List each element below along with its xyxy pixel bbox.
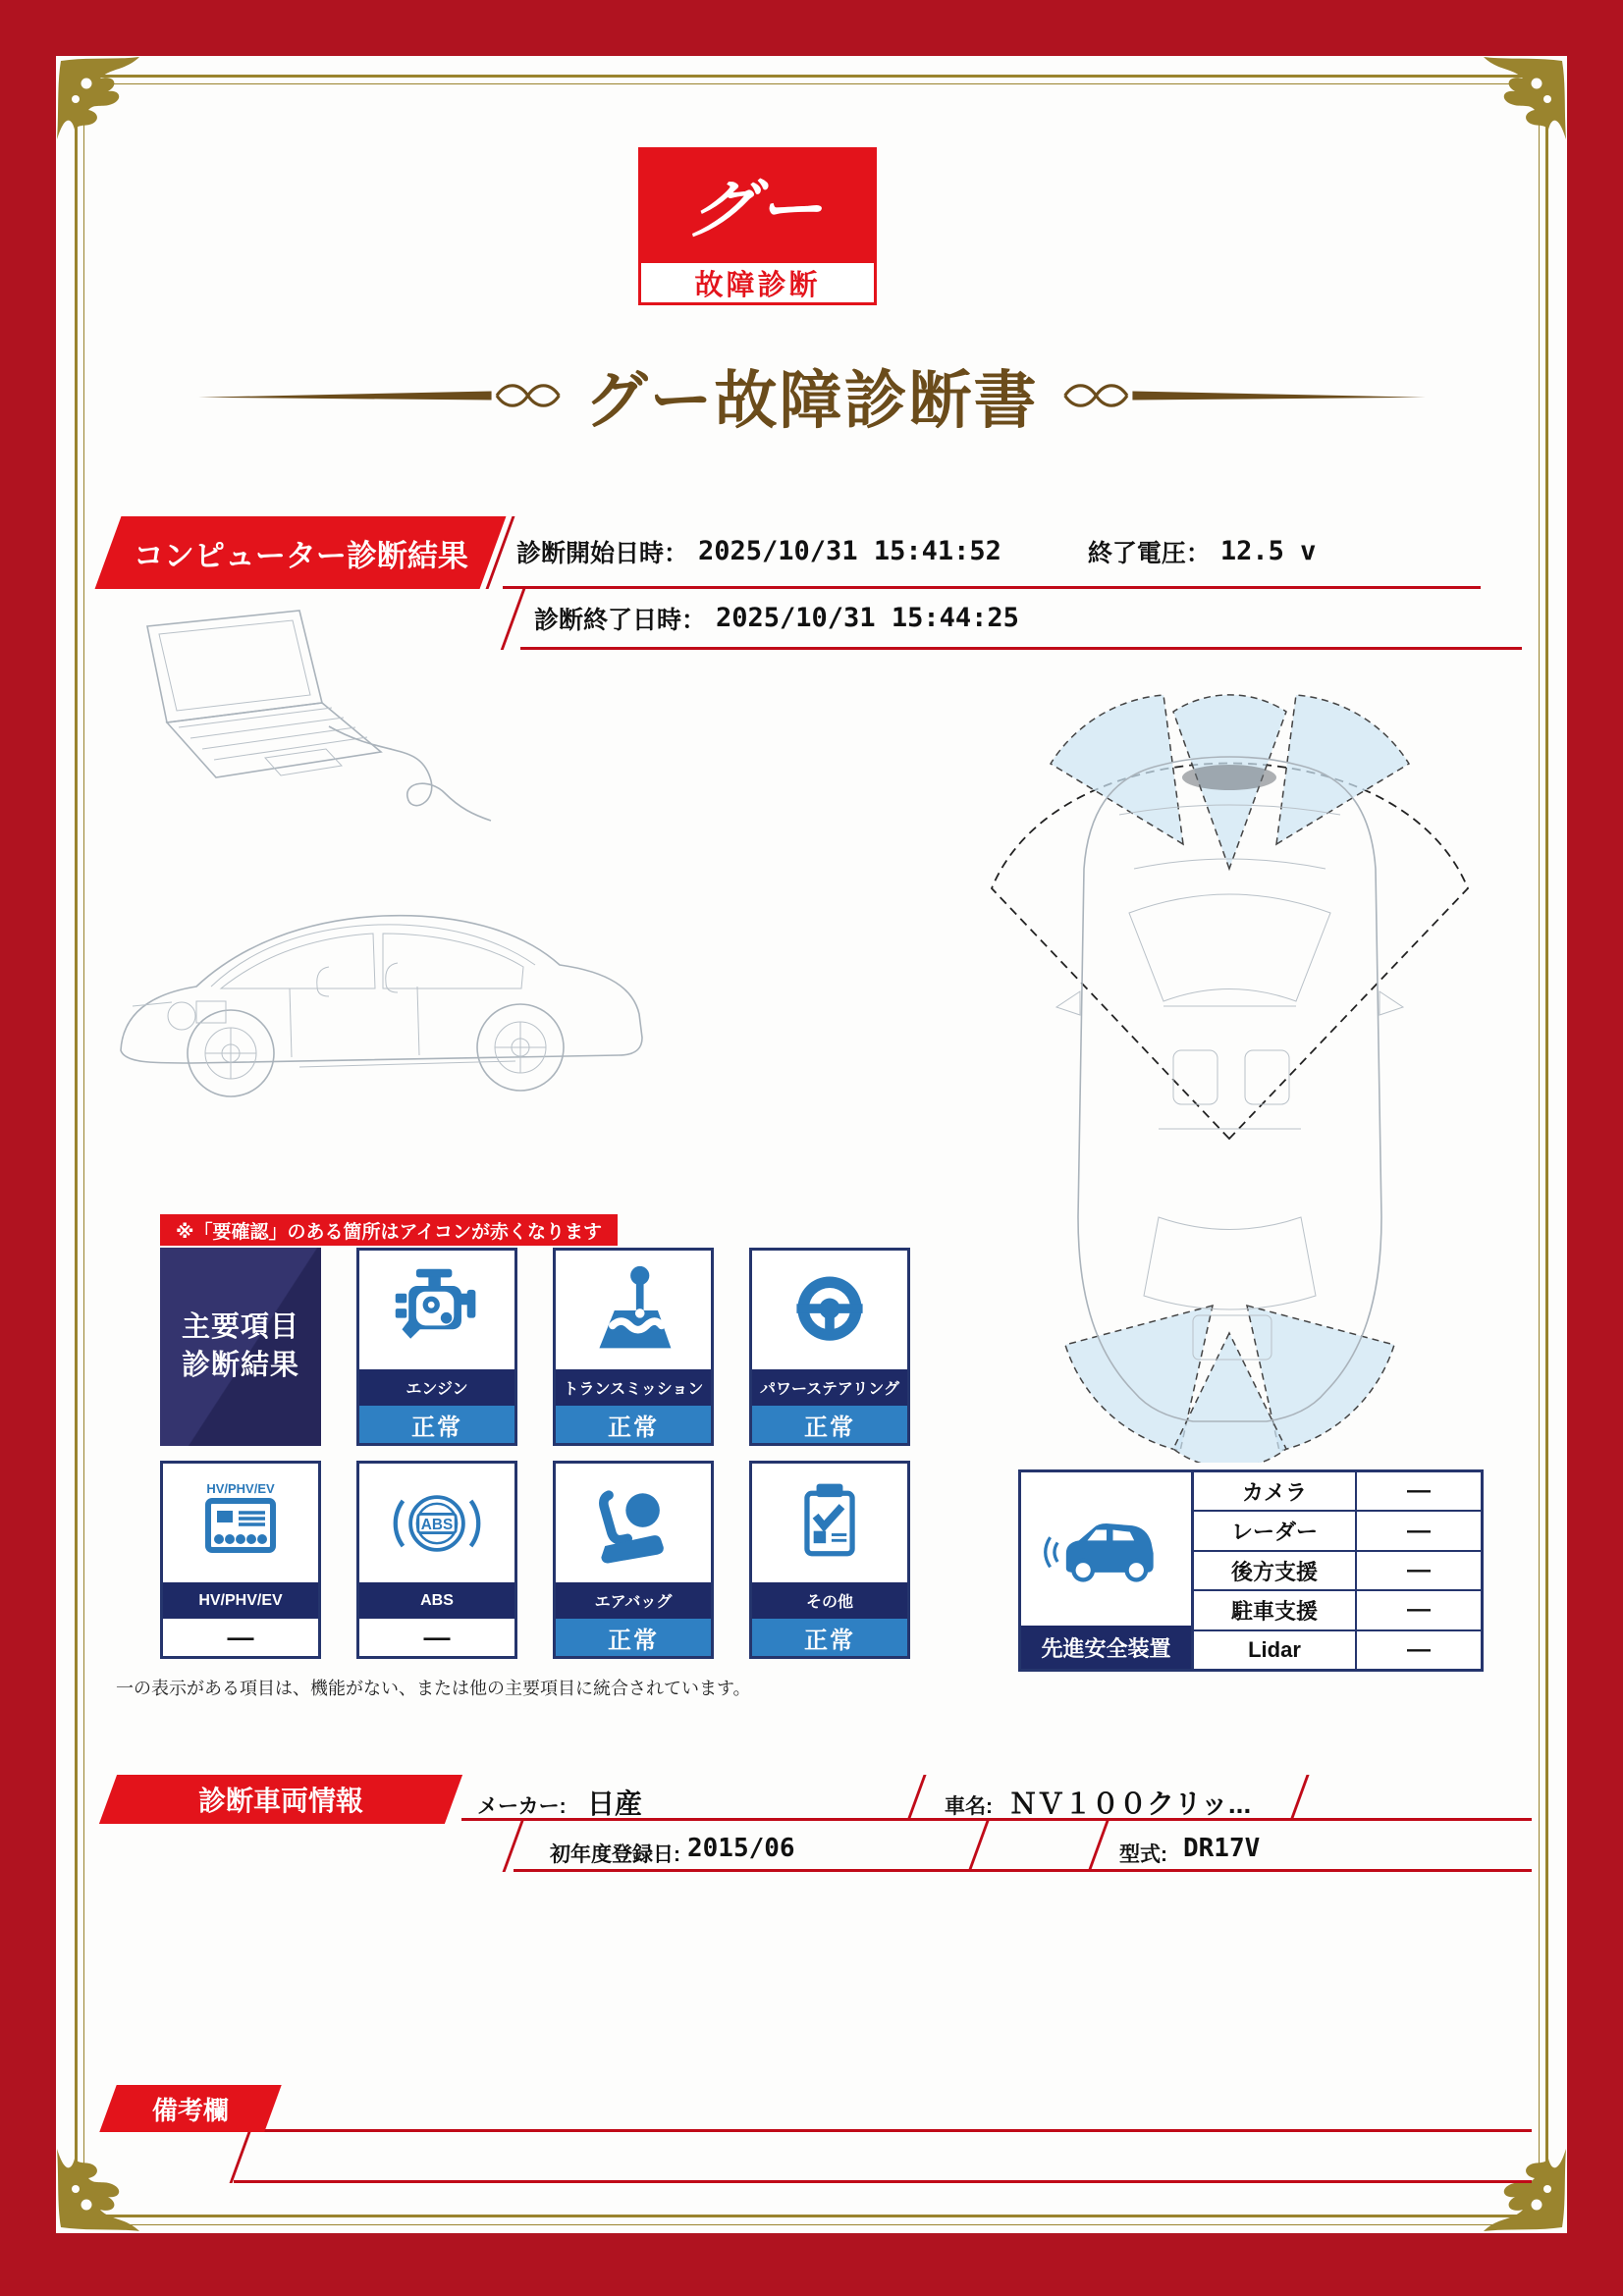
corner-ornament-icon bbox=[57, 57, 151, 151]
safety-car-icon bbox=[1021, 1472, 1191, 1626]
cell-label: エアバッグ bbox=[556, 1582, 711, 1619]
goo-logo-mark bbox=[638, 147, 877, 260]
vehicle-row-1 bbox=[461, 1775, 1532, 1821]
goo-logo bbox=[638, 147, 877, 305]
cell-status: 正常 bbox=[359, 1406, 514, 1443]
section-tag-computer-diagnosis bbox=[95, 516, 507, 589]
remarks-line-1 bbox=[247, 2085, 1532, 2132]
cell-status: — bbox=[359, 1619, 514, 1656]
end-voltage-label: 終了電圧： bbox=[1087, 539, 1211, 567]
safety-row-value: — bbox=[1407, 1596, 1431, 1624]
divider-slash bbox=[503, 1821, 524, 1872]
goo-logo-subtitle-box bbox=[638, 260, 877, 305]
car-name-label: 車名: bbox=[945, 1795, 993, 1818]
diag-cell-power-steering bbox=[749, 1248, 910, 1446]
diag-cell-other bbox=[749, 1461, 910, 1659]
cell-label: トランスミッション bbox=[556, 1369, 711, 1406]
diagnosis-end-value: 2025/10/31 15:44:25 bbox=[716, 603, 1019, 633]
safety-row-label: Lidar bbox=[1194, 1631, 1357, 1669]
transmission-icon bbox=[556, 1251, 711, 1369]
table-row bbox=[1194, 1472, 1481, 1512]
cell-label: ABS bbox=[359, 1582, 514, 1619]
engine-icon bbox=[359, 1251, 514, 1369]
diagnosis-end-label: 診断終了日時： bbox=[534, 606, 707, 634]
corner-ornament-icon bbox=[1472, 57, 1566, 151]
main-diagnosis-grid bbox=[160, 1248, 910, 1660]
clipboard-check-icon bbox=[752, 1464, 907, 1582]
airbag-icon bbox=[556, 1464, 711, 1582]
end-voltage-value: 12.5 v bbox=[1219, 536, 1317, 566]
svg-text:ABS: ABS bbox=[420, 1516, 454, 1533]
page-title: グー故障診断書 bbox=[584, 365, 1039, 436]
goo-logo-subtitle: 故障診断 bbox=[694, 269, 821, 301]
divider-slash bbox=[906, 1775, 926, 1821]
first-registration-label: 初年度登録日: bbox=[550, 1843, 680, 1866]
cell-label: その他 bbox=[752, 1582, 907, 1619]
car-name-value: ＮＶ１００クリッ... bbox=[1009, 1789, 1252, 1819]
safety-row-label: 駐車支援 bbox=[1194, 1591, 1357, 1629]
diag-cell-airbag bbox=[553, 1461, 714, 1659]
divider-slash bbox=[1088, 1821, 1109, 1872]
advanced-safety-table bbox=[1018, 1469, 1484, 1672]
divider-slash bbox=[1289, 1775, 1309, 1821]
abs-icon bbox=[359, 1464, 514, 1582]
model-code-label: 型式: bbox=[1119, 1843, 1167, 1866]
safety-row-value: — bbox=[1407, 1477, 1431, 1505]
cell-label: パワーステアリング bbox=[752, 1369, 907, 1406]
first-registration-value: 2015/06 bbox=[687, 1834, 795, 1863]
cell-status: 正常 bbox=[556, 1406, 711, 1443]
diagnosis-start-label: 診断開始日時： bbox=[516, 539, 689, 567]
title-flourish-left-icon bbox=[198, 376, 571, 415]
grid-header-line1: 主要項目 bbox=[181, 1310, 299, 1343]
steering-wheel-icon bbox=[752, 1251, 907, 1369]
safety-row-label: カメラ bbox=[1194, 1472, 1357, 1510]
title-flourish-right-icon bbox=[1053, 376, 1426, 415]
diagnosis-start-value: 2025/10/31 15:41:52 bbox=[698, 536, 1001, 566]
section-tag-vehicle-info bbox=[99, 1775, 462, 1824]
divider-slash bbox=[968, 1821, 990, 1872]
cell-status: — bbox=[163, 1619, 318, 1656]
safety-row-label: レーダー bbox=[1194, 1512, 1357, 1549]
grid-header-line2: 診断結果 bbox=[181, 1350, 299, 1381]
safety-caption: 先進安全装置 bbox=[1021, 1626, 1191, 1669]
safety-icon-cell bbox=[1021, 1472, 1194, 1669]
remarks-line-2 bbox=[234, 2132, 1532, 2183]
hv-phv-ev-icon bbox=[163, 1464, 318, 1582]
grid-footnote: 一の表示がある項目は、機能がない、または他の主要項目に統合されています。 bbox=[116, 1679, 751, 1698]
maker-label: メーカー: bbox=[477, 1795, 567, 1818]
section-tag-label: 備考欄 bbox=[151, 2095, 229, 2125]
diagnosis-start-row bbox=[503, 516, 1481, 589]
cell-status: 正常 bbox=[752, 1619, 907, 1656]
laptop-car-diagnostic-illustration bbox=[103, 604, 658, 1212]
section-tag-remarks bbox=[99, 2085, 281, 2132]
table-row bbox=[1194, 1591, 1481, 1630]
sensor-coverage-top-view-illustration bbox=[972, 667, 1532, 1463]
goo-logo-text: グー bbox=[682, 173, 831, 245]
corner-ornament-icon bbox=[57, 2137, 151, 2231]
model-code-value: DR17V bbox=[1183, 1834, 1261, 1863]
safety-row-value: — bbox=[1407, 1517, 1431, 1544]
section-tag-label: コンピューター診断結果 bbox=[133, 538, 468, 573]
table-row bbox=[1194, 1552, 1481, 1591]
cell-status: 正常 bbox=[556, 1619, 711, 1656]
diag-cell-transmission bbox=[553, 1248, 714, 1446]
report-title-row bbox=[93, 353, 1530, 438]
svg-text:HV/PHV/EV: HV/PHV/EV bbox=[206, 1480, 275, 1496]
cell-label: HV/PHV/EV bbox=[163, 1582, 318, 1619]
diagnosis-end-row bbox=[520, 589, 1522, 650]
diag-cell-engine bbox=[356, 1248, 517, 1446]
maker-value: 日産 bbox=[587, 1789, 643, 1819]
cell-status: 正常 bbox=[752, 1406, 907, 1443]
safety-row-label: 後方支援 bbox=[1194, 1552, 1357, 1589]
vehicle-row-2 bbox=[514, 1821, 1532, 1872]
attention-banner: ※「要確認」のある箇所はアイコンが赤くなります bbox=[160, 1214, 618, 1246]
diag-cell-hv-phv-ev bbox=[160, 1461, 321, 1659]
table-row bbox=[1194, 1631, 1481, 1669]
safety-rows bbox=[1194, 1472, 1481, 1669]
section-tag-label: 診断車両情報 bbox=[197, 1786, 363, 1816]
safety-row-value: — bbox=[1407, 1557, 1431, 1584]
table-row bbox=[1194, 1512, 1481, 1551]
diag-cell-abs bbox=[356, 1461, 517, 1659]
grid-header-cell bbox=[160, 1248, 321, 1446]
safety-row-value: — bbox=[1407, 1635, 1431, 1663]
cell-label: エンジン bbox=[359, 1369, 514, 1406]
